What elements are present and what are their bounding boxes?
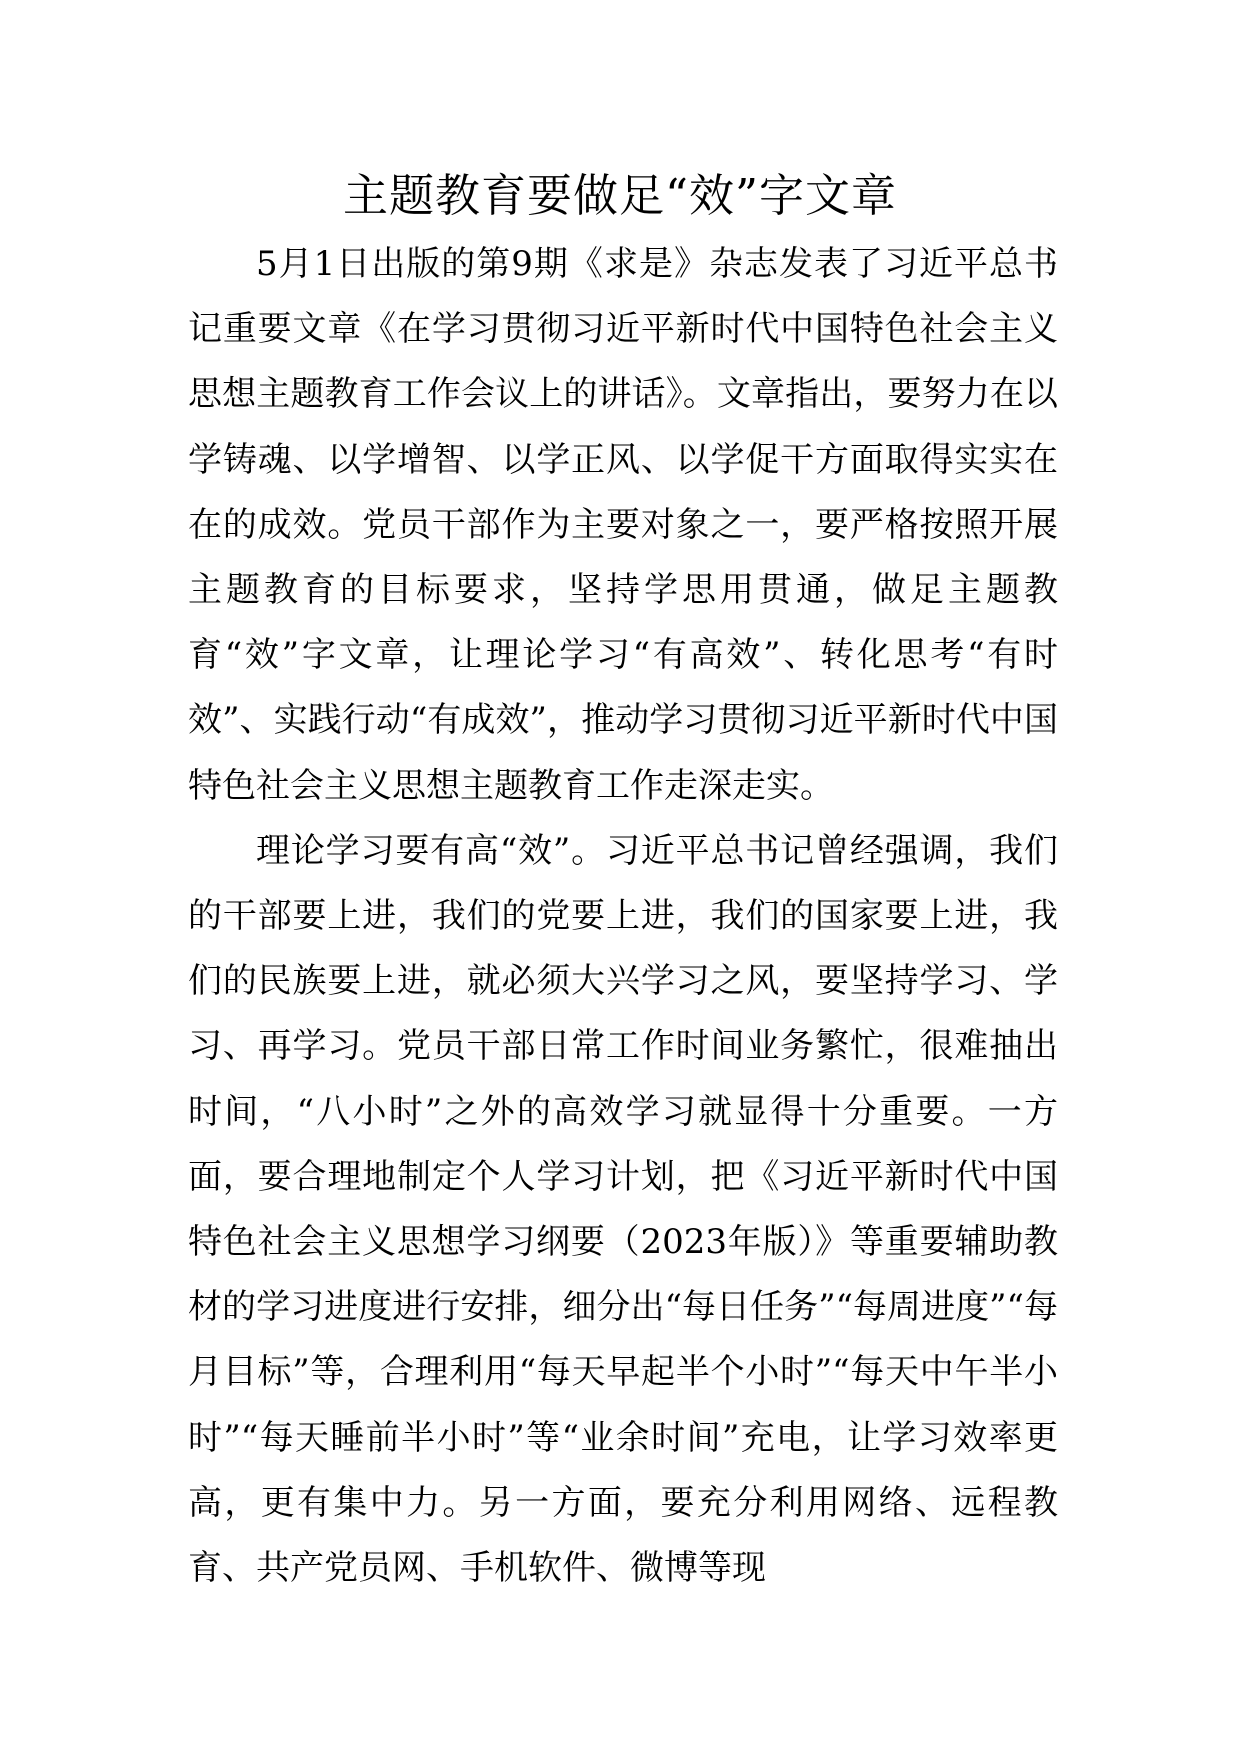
document-title: 主题教育要做足“效”字文章: [342, 169, 897, 222]
paragraph-theory-study: 理论学习要有高“效”。习近平总书记曾经强调，我们的干部要上进，我们的党要上进，我们的国家要上进，我们的民族要上进，就必须大兴学习之风，要坚持学习、学习、再学习。党员干部日常工作时间业务繁忙，很难抽出时间，“八小时”之外的高效学习就显得十分重要。一方面，要合理地制定个人学习计划，把《习近平新时代中国特色社会主义思想学习纲要（2023年版）》等重要辅助教材的学习进度进行安排，细分出“每日任务”“每周进度”“每月目标”等，合理利用“每天早起半个小时”“每天中午半小时”“每天睡前半小时”等“业余时间”充电，让学习效率更高，更有集中力。另一方面，要充分利用网络、远程教育、共产党员网、手机软件、微博等现: [188, 830, 1058, 1589]
document-body: [188, 232, 1058, 1601]
paragraph-intro: 5月1日出版的第9期《求是》杂志发表了习近平总书记重要文章《在学习贯彻习近平新时代中国特色社会主义思想主题教育工作会议上的讲话》。文章指出，要努力在以学铸魂、以学增智、以学正风、以学促干方面取得实实在在的成效。党员干部作为主要对象之一，要严格按照开展主题教育的目标要求，坚持学思用贯通，做足主题教育“效”字文章，让理论学习“有高效”、转化思考“有时效”、实践行动“有成效”，推动学习贯彻习近平新时代中国特色社会主义思想主题教育工作走深走实。: [188, 244, 1058, 806]
